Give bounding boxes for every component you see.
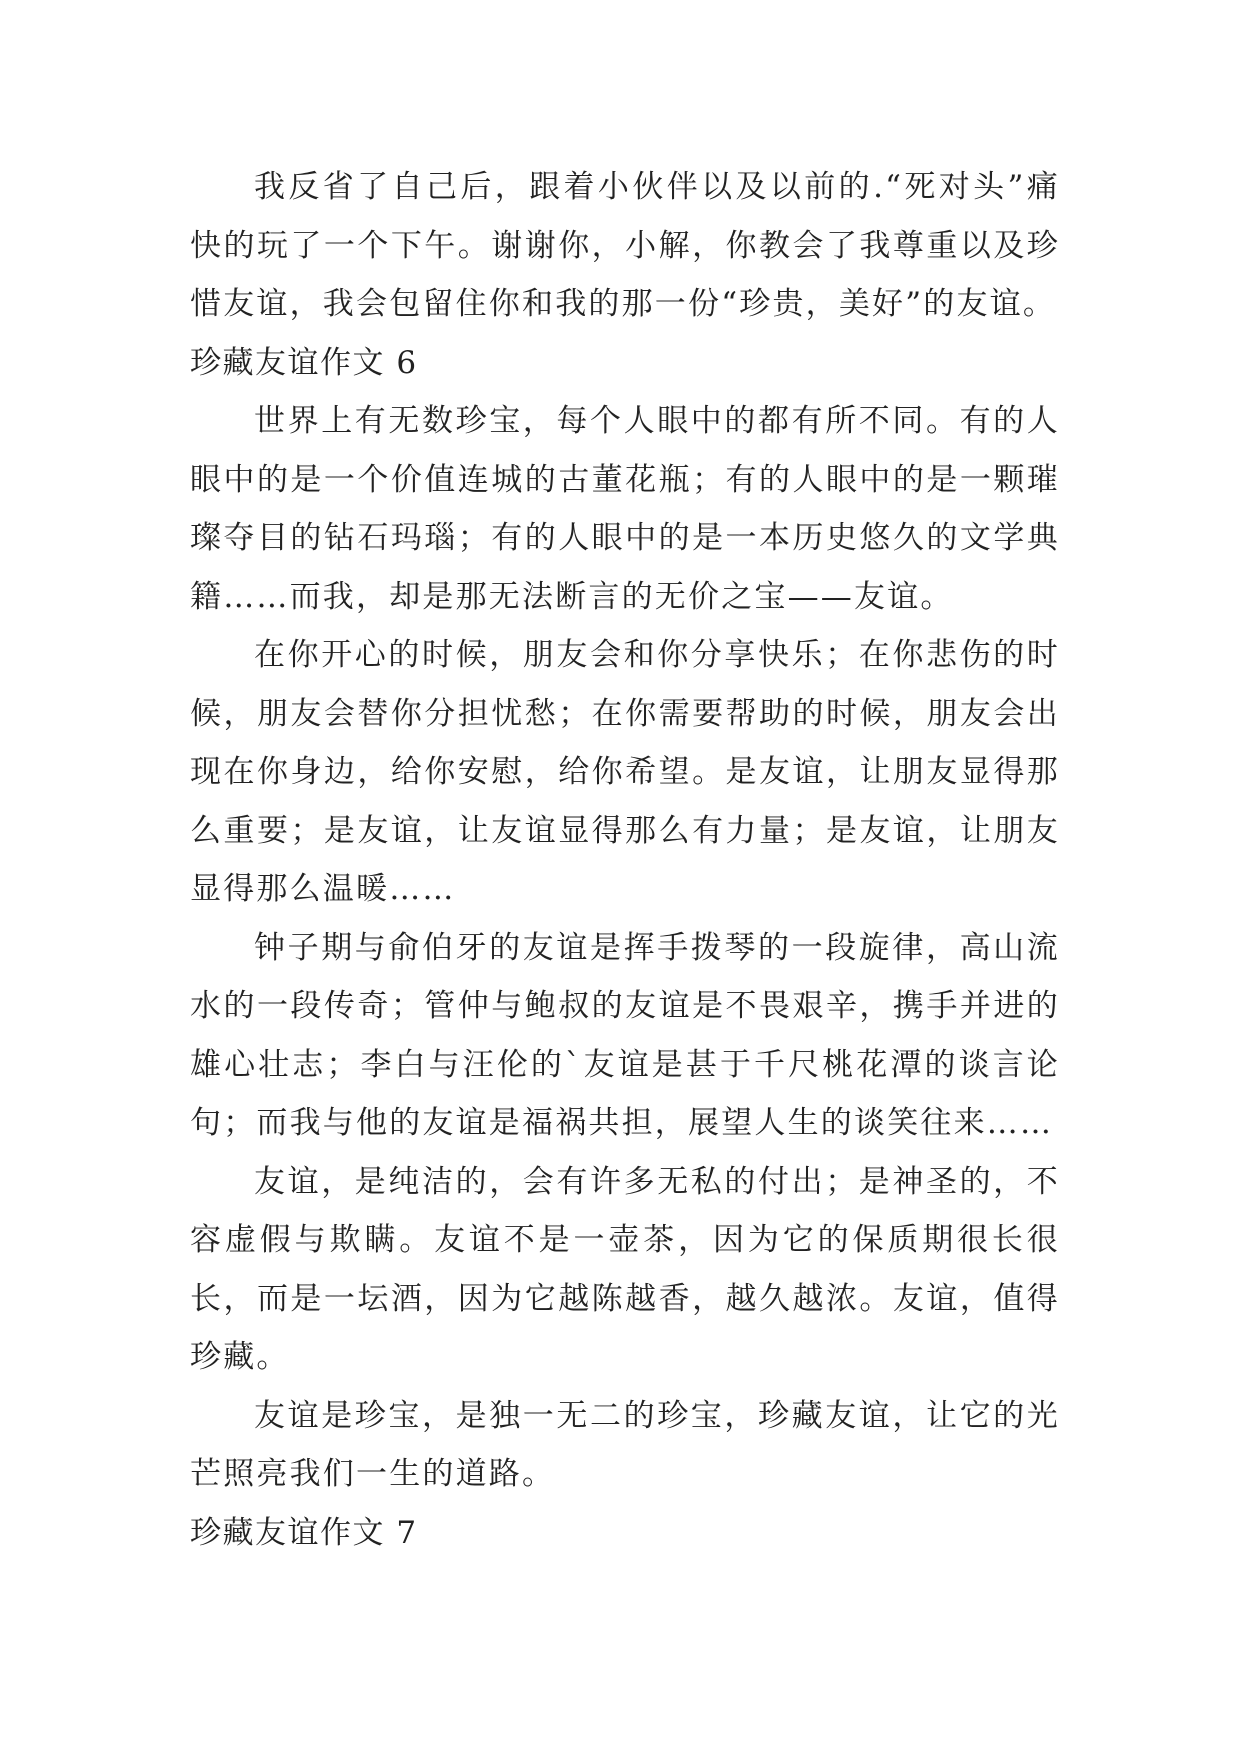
paragraph-friends-support: 在你开心的时候，朋友会和你分享快乐；在你悲伤的时候，朋友会替你分担忧愁；在你需要帮助的时候，朋友会出现在你身边，给你安慰，给你希望。是友谊，让朋友显得那么重要；是友谊，让友谊显得那么有力量；是友谊，让朋友显得那么温暖…… xyxy=(190,637,1060,907)
paragraph-reflection: 我反省了自己后，跟着小伙伴以及以前的.“死对头”痛快的玩了一个下午。谢谢你，小解，你教会了我尊重以及珍惜友谊，我会包留住你和我的那一份“珍贵，美好”的友谊。 xyxy=(190,169,1060,322)
paragraph-historical-friendships: 钟子期与俞伯牙的友谊是挥手拨琴的一段旋律，高山流水的一段传奇；管仲与鲍叔的友谊是不畏艰辛，携手并进的雄心壮志；李白与汪伦的`友谊是甚于千尺桃花潭的谈言论句；而我与他的友谊是福祸共担，展望人生的谈笑往来…… xyxy=(190,929,1060,1141)
paragraph-friendship-treasure: 友谊是珍宝，是独一无二的珍宝，珍藏友谊，让它的光芒照亮我们一生的道路。 xyxy=(190,1397,1060,1492)
paragraph-friendship-pure: 友谊，是纯洁的，会有许多无私的付出；是神圣的，不容虚假与欺瞒。友谊不是一壶茶，因为它的保质期很长很长，而是一坛酒，因为它越陈越香，越久越浓。友谊，值得珍藏。 xyxy=(190,1163,1060,1375)
essay-heading-7: 珍藏友谊作文 7 xyxy=(190,1514,418,1551)
document-body xyxy=(190,158,1060,1562)
paragraph-treasures: 世界上有无数珍宝，每个人眼中的都有所不同。有的人眼中的是一个价值连城的古董花瓶；有的人眼中的是一颗璀璨夺目的钻石玛瑙；有的人眼中的是一本历史悠久的文学典籍……而我，却是那无法断言的无价之宝——友谊。 xyxy=(190,403,1060,615)
essay-heading-6: 珍藏友谊作文 6 xyxy=(190,344,418,381)
